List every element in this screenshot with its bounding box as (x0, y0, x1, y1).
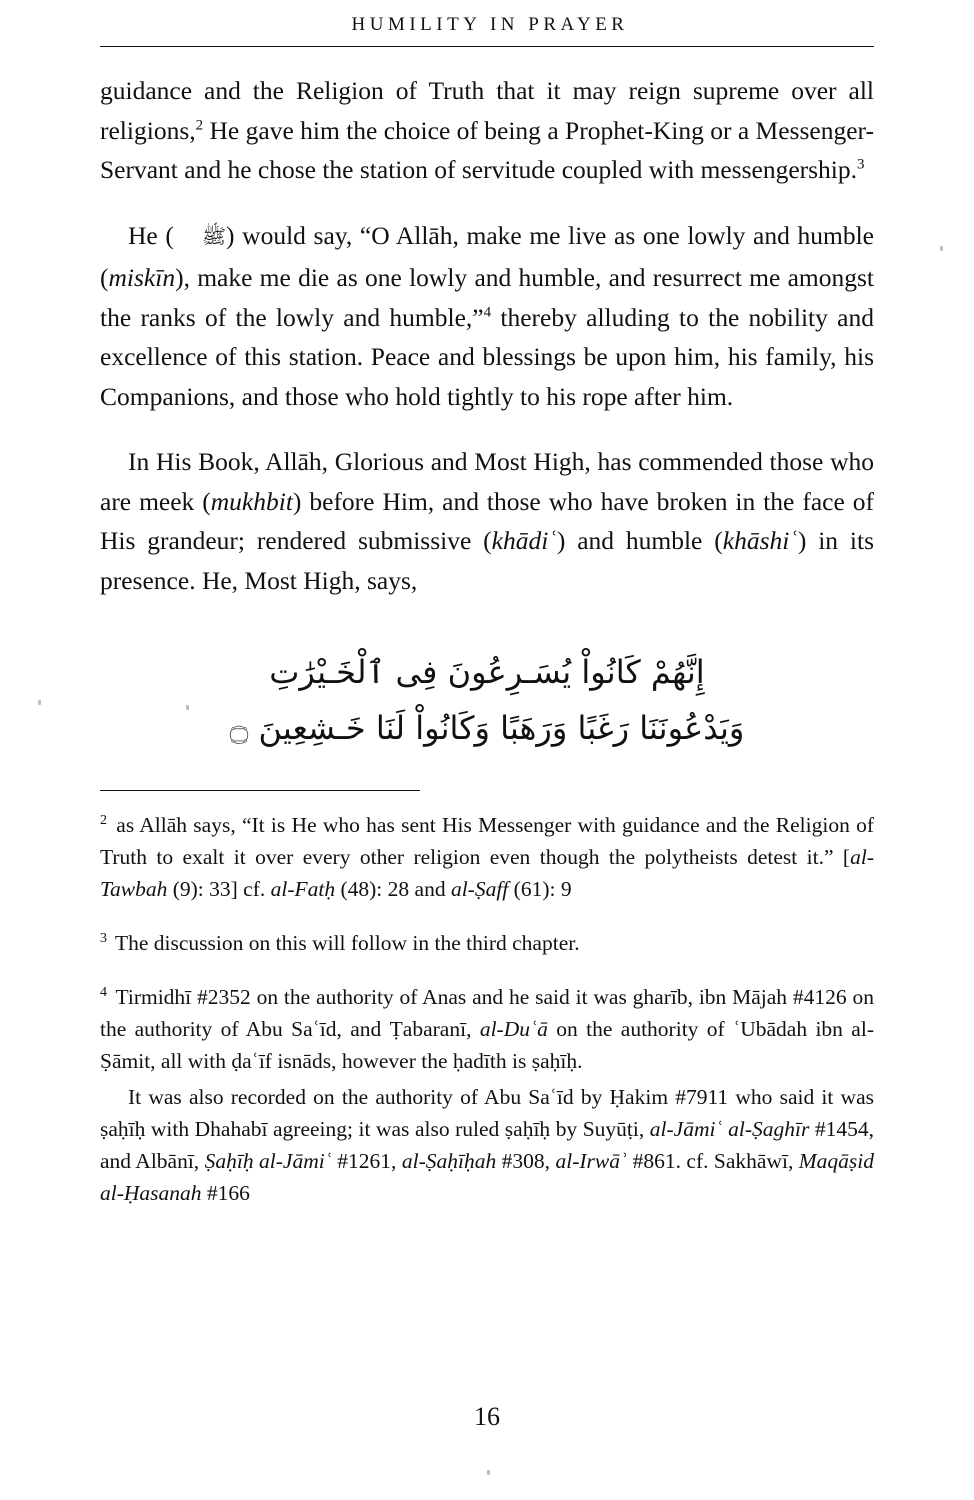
page-number: 16 (474, 1402, 500, 1431)
italic-term: al-Fatḥ (270, 877, 336, 901)
scan-speck (940, 246, 943, 251)
italic-term: al-Ṣaḥīḥah (401, 1149, 497, 1173)
footnote-reference[interactable]: 4 (483, 304, 492, 320)
header-rule (100, 46, 874, 47)
italic-term: Ṣaḥīḥ al-Jāmiʿ (204, 1149, 332, 1173)
salawat-glyph-icon: ﷺ (201, 225, 227, 248)
footnote-continuation: It was also recorded on the authority of Abu Saʿīd by Ḥakim #7911 who said it was ṣaḥīḥ with Dhahabī agreeing; it was also ruled ṣaḥīḥ by Suyūṭi, al-Jāmiʿ al-Ṣaghīr #1454, and Albānī, Ṣaḥīḥ al-Jāmiʿ #1261, al-Ṣaḥīḥah #308, al-Irwāʾ #861. cf. Sakhāwī, Maqāṣid al-Ḥasanah #166 (100, 1085, 875, 1205)
scan-speck (487, 1470, 490, 1475)
paragraph-1: guidance and the Religion of Truth that it may reign supreme over all religions,$^2$ He gave him the choice of being a Prophet-King or a Messenger-Servant and he chose the station of servitude coupled with messengership.$^3$ (100, 76, 874, 184)
footnote-marker: 3 (100, 930, 107, 946)
italic-term: khādiʿ (491, 526, 557, 555)
italic-term: al-Irwāʾ (555, 1149, 628, 1173)
paragraph-3: In His Book, Allāh, Glorious and Most High, has commended those who are meek (mukhbit) before Him, and those who have broken in the face of His grandeur; rendered submissive (khādiʿ) and humble (khāshiʿ) in its presence. He, Most High, says, (100, 447, 875, 595)
quran-verse-block (100, 644, 874, 756)
running-head: HUMILITY IN PRAYER (351, 14, 629, 35)
paragraph-2: He ( ﷺ) would say, “O Allāh, make me live as one lowly and humble (miskīn), make me die as one lowly and humble, and resurrect me amongst the ranks of the lowly and humble,”$^4$ thereby alluding to the nobility and excellence of this station. Peace and blessings be upon him, his family, his Companions, and those who hold tightly to his rope after him. (100, 216, 874, 417)
italic-term: al-Ṣaff (450, 877, 509, 901)
footnote-reference[interactable]: 3 (857, 156, 865, 173)
footnote-4: $^4$ Tirmidhī #2352 on the authority of Anas and he said it was gharīb, ibn Mājah #4126 on the authority of Abu Saʿīd, and Ṭabaranī, al-Duʿā on the authority of ʿUbādah ibn al-Ṣāmit, all with ḍaʿīf isnāds, however the ḥadīth is ṣaḥīḥ. (100, 984, 874, 1073)
footnote-marker: 2 (100, 812, 107, 828)
scan-speck (186, 705, 189, 710)
footnote-reference[interactable]: 2 (195, 117, 204, 133)
italic-term: miskīn (108, 263, 176, 292)
footnote-marker: 4 (100, 984, 107, 1000)
footnote-2: $^2$ as Allāh says, “It is He who has sent His Messenger with guidance and the Religion of Truth to exalt it over every other religion even though the polytheists detest it.” [al-Tawbah (9): 33] cf. al-Fatḥ (48): 28 and al-Ṣaff (61): 9 (100, 812, 875, 901)
italic-term: al-Jāmiʿ al-Ṣaghīr (649, 1117, 810, 1141)
quran-verse-line-1: إِنَّهُمْ كَانُواْ يُسَـرِعُونَ فِى ٱلْخَـيْرَٰتِ (269, 653, 705, 691)
italic-term: khāshiʿ (722, 526, 798, 555)
italic-term: al-Duʿā (479, 1017, 548, 1041)
footnotes-section (100, 809, 874, 1209)
scan-speck (38, 700, 41, 705)
italic-term: al-Tawbah (100, 845, 874, 901)
body-text-column (100, 71, 874, 791)
italic-term: Maqāṣid al-Ḥasanah (100, 1149, 875, 1205)
quran-verse-line-2: وَيَدْعُونَنَا رَغَبًا وَرَهَبًا وَكَانُواْ لَنَا خَـشِعِينَ ۝ (229, 709, 745, 747)
footnote-3: $^3$ The discussion on this will follow in the third chapter. (100, 930, 580, 955)
italic-term: mukhbit (210, 486, 293, 516)
footnote-separator-rule (100, 790, 420, 791)
